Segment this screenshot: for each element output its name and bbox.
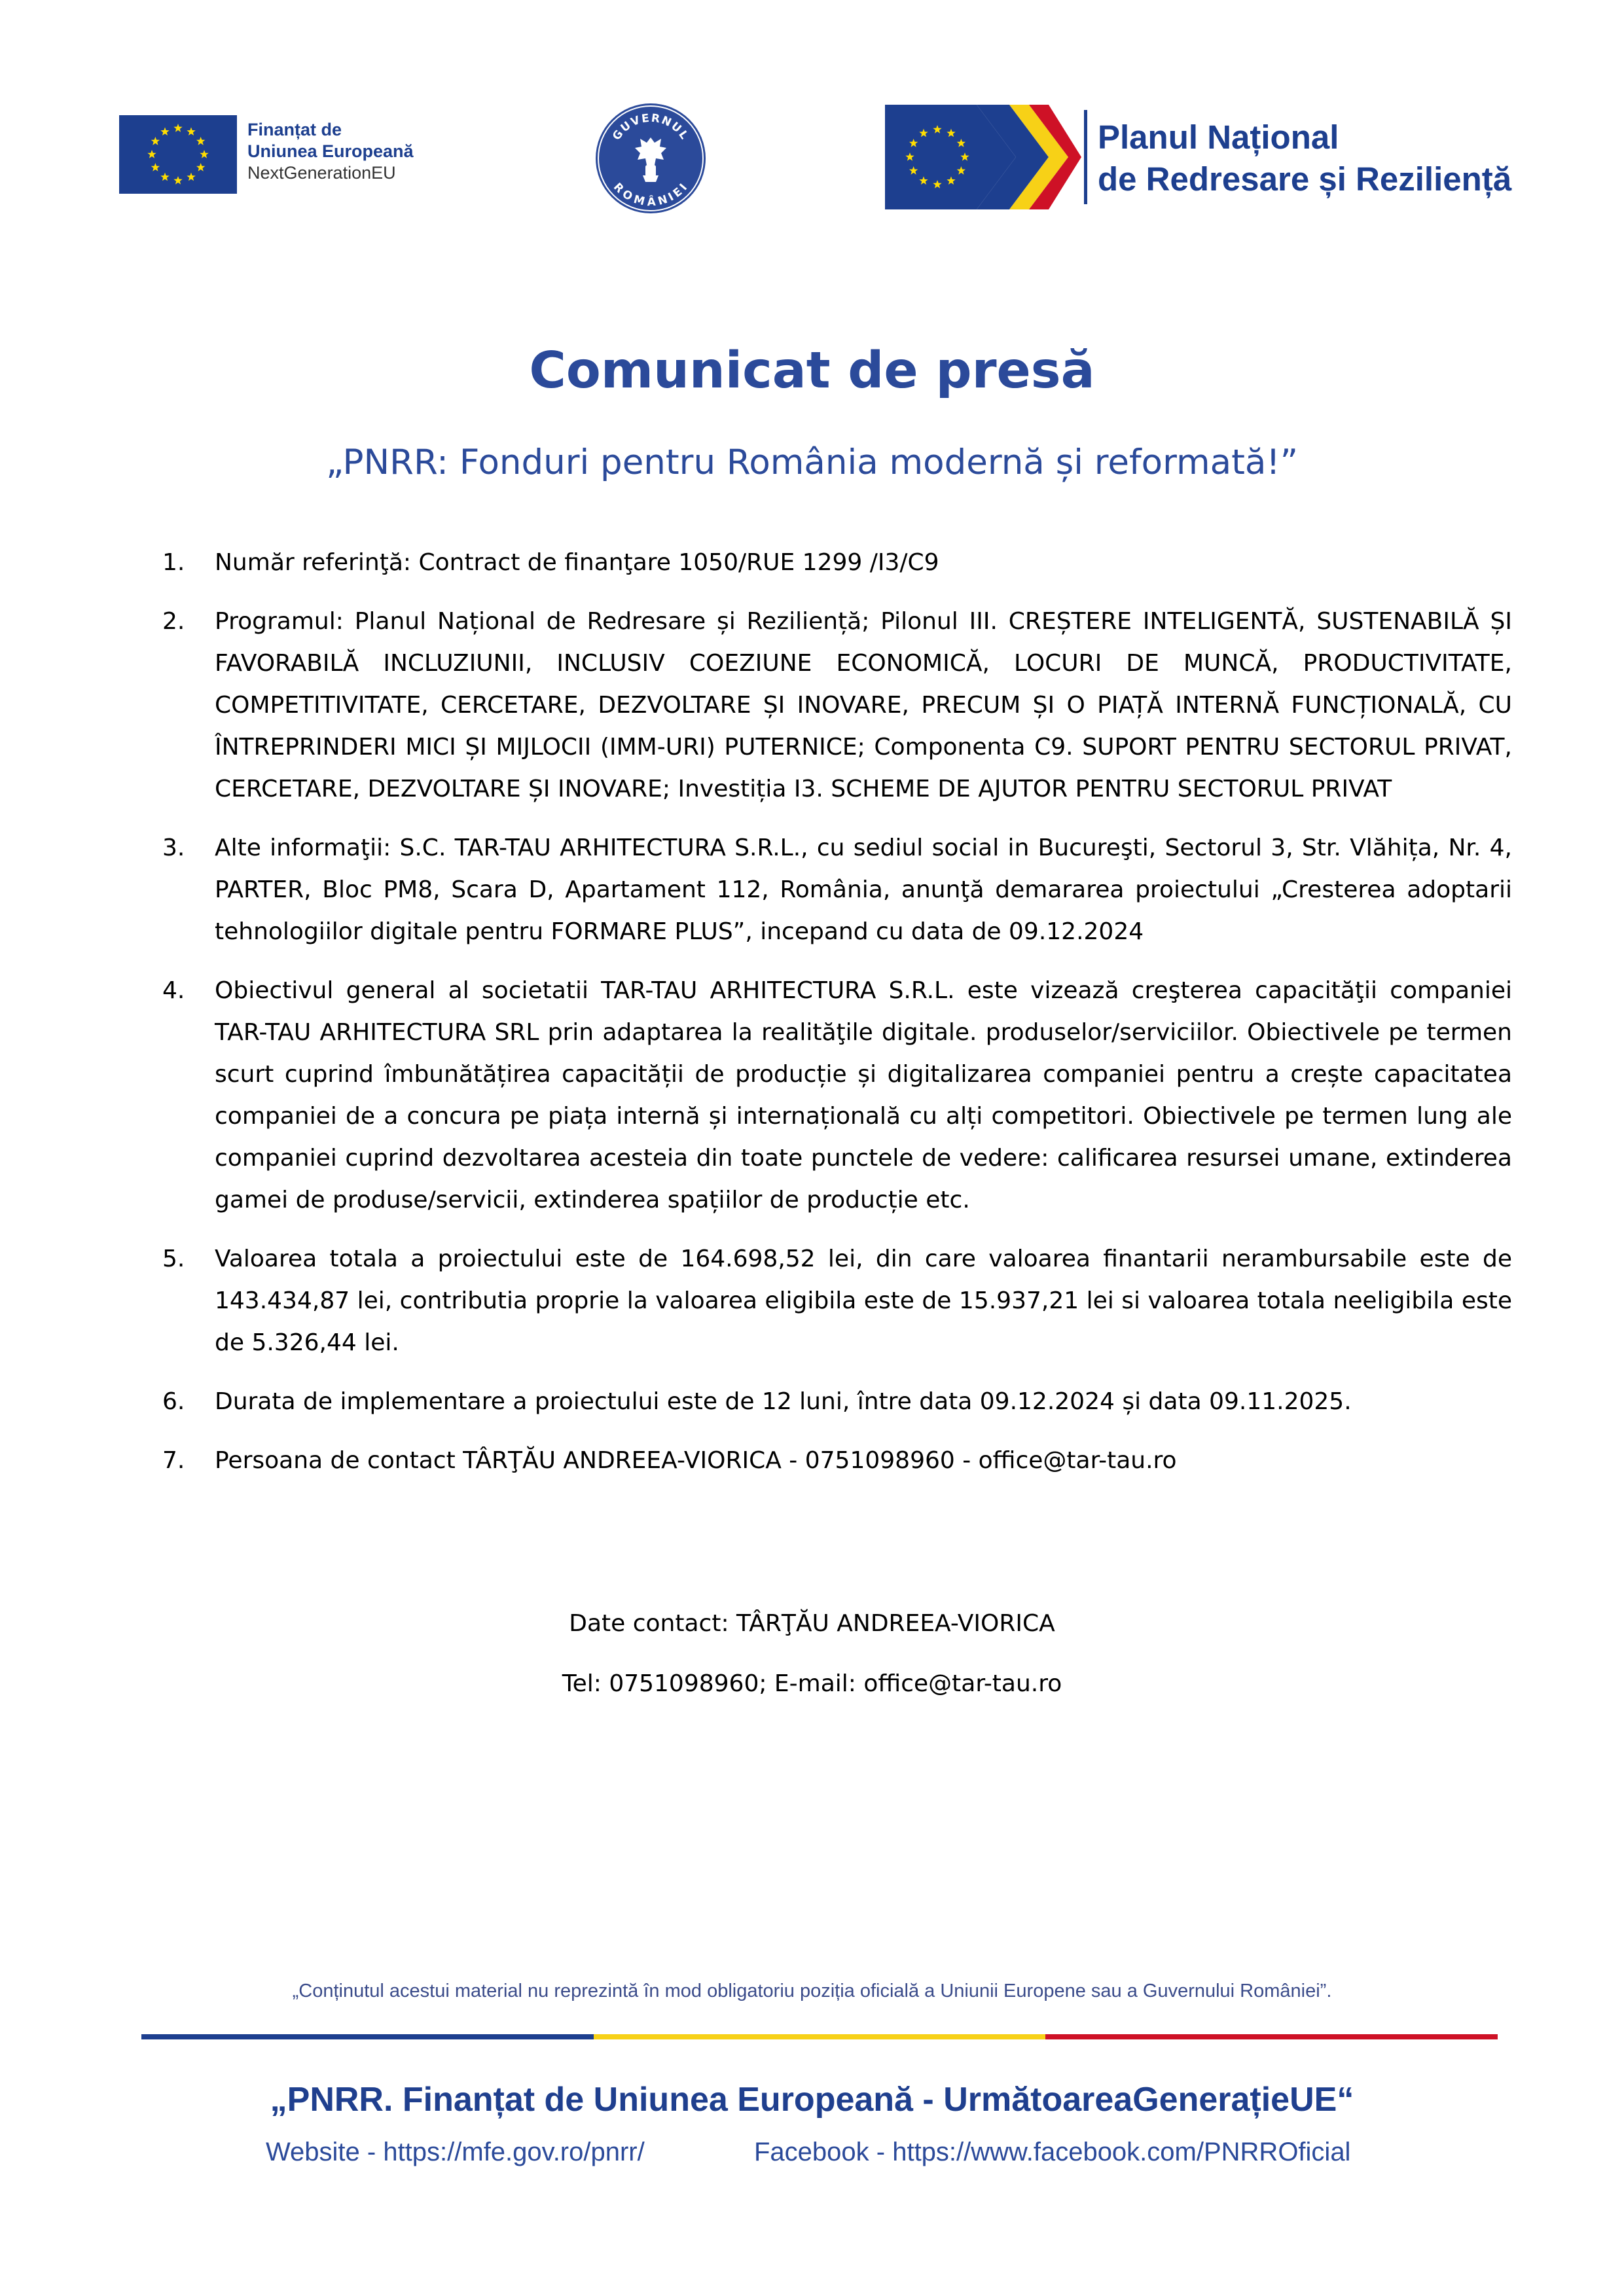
pnrr-logo-line: de Redresare și Reziliență (1098, 160, 1512, 198)
list-item-text: Obiectivul general al societatii TAR-TAU ARHITECTURA S.R.L. este vizează creşterea capacităţii companiei TAR-TAU ARHITECTURA SRL prin adaptarea la realităţile digitale. produselor/serviciilor. Obiectivele pe termen scurt cuprind îmbunătățirea capacității de producție și digitalizarea companiei pentru a crește capacitatea companiei de a concura pe piața internă și internațională cu alți competitori. Obiectivele pe termen lung ale companiei cuprind dezvoltarea acesteia din toate punctele de vedere: calificarea resursei umane, extinderea gamei de produse/servicii, extinderea spațiilor de producție etc. (215, 977, 1512, 1213)
stripe-blue (141, 2034, 594, 2039)
list-item-text: Durata de implementare a proiectului este de 12 luni, între data 09.12.2024 și data 09.11.2025. (215, 1388, 1352, 1415)
footer-disclaimer: „Conținutul acestui material nu reprezintă în mod obligatoriu poziția oficială a Uniunii Europene sau a Guvernului României”. (292, 1981, 1332, 2001)
list-item-text: Persoana de contact TÂRŢĂU ANDREEA-VIORICA - 0751098960 - office@tar-tau.ro (215, 1447, 1177, 1474)
list-item (162, 542, 1512, 584)
contact-details: Tel: 0751098960; E-mail: office@tar-tau.ro (562, 1670, 1062, 1697)
seal-text-bottom: ROMÂNIEI (611, 180, 691, 209)
list-item-number: 7. (162, 1447, 185, 1474)
page-subtitle: „PNRR: Fonduri pentru România modernă și reformată!” (325, 442, 1299, 482)
eu-funding-logo (119, 115, 433, 195)
contact-name: Date contact: TÂRŢĂU ANDREEA-VIORICA (569, 1610, 1055, 1637)
footer-website-link[interactable]: Website - https://mfe.gov.ro/pnrr/ (266, 2138, 645, 2166)
eu-flag-icon (119, 115, 237, 194)
list-item-number: 6. (162, 1388, 185, 1415)
pnrr-flag-icon (885, 105, 1101, 209)
eu-logo-line: NextGenerationEU (247, 163, 396, 183)
stripe-yellow (594, 2034, 1046, 2039)
eu-logo-line: Uniunea Europeană (247, 141, 414, 161)
pnrr-logo-line: Planul Național (1098, 118, 1339, 156)
footer-color-stripe (141, 2034, 1498, 2039)
list-item (162, 1440, 1512, 1482)
stripe-red (1045, 2034, 1498, 2039)
list-item-text: Număr referinţă: Contract de finanţare 1050/RUE 1299 /I3/C9 (215, 549, 939, 576)
list-item-number: 2. (162, 608, 185, 635)
list-item-text: Valoarea totala a proiectului este de 164.698,52 lei, din care valoarea finantarii nerambursabile este de 143.434,87 lei, contributia proprie la valoarea eligibila este de 15.937,21 lei si valoarea totala neeligibila este de 5.326,44 lei. (215, 1246, 1512, 1356)
list-item (162, 970, 1512, 1221)
seal-text-top: GUVERNUL (610, 111, 691, 143)
footer-title: „PNRR. Finanțat de Uniunea Europeană - UrmătoareaGenerațieUE“ (270, 2081, 1354, 2119)
list-item-number: 3. (162, 834, 185, 861)
eu-logo-text (247, 119, 414, 184)
list-item (162, 1381, 1512, 1423)
pnrr-logo-text (1098, 117, 1511, 200)
list-item-number: 4. (162, 977, 185, 1004)
eu-logo-line: Finanțat de (247, 120, 342, 139)
list-item (162, 1238, 1512, 1364)
page-title: Comunicat de presă (529, 342, 1095, 400)
info-list (162, 542, 1512, 1499)
list-item-number: 1. (162, 549, 185, 576)
footer-facebook-link[interactable]: Facebook - https://www.facebook.com/PNRROficial (754, 2138, 1351, 2166)
pnrr-logo (885, 105, 1513, 209)
list-item (162, 827, 1512, 953)
list-item (162, 601, 1512, 810)
list-item-text: Alte informaţii: S.C. TAR-TAU ARHITECTURA S.R.L., cu sediul social in Bucureşti, Sectorul 3, Str. Vlăhița, Nr. 4, PARTER, Bloc PM8, Scara D, Apartament 112, România, anunţă demararea proiectului „Cresterea adoptarii tehnologiilor digitale pentru FORMARE PLUS”, incepand cu data de 09.12.2024 (215, 834, 1512, 945)
list-item-number: 5. (162, 1246, 185, 1272)
government-seal-icon (594, 102, 707, 215)
list-item-text: Programul: Planul Național de Redresare și Reziliență; Pilonul III. CREȘTERE INTELIGENTĂ, SUSTENABILĂ ȘI FAVORABILĂ INCLUZIUNII, INCLUSIV COEZIUNE ECONOMICĂ, LOCURI DE MUNCĂ, PRODUCTIVITATE, COMPETITIVITATE, CERCETARE, DEZVOLTARE ȘI INOVARE, PRECUM ȘI O PIAȚĂ INTERNĂ FUNCȚIONALĂ, CU ÎNTREPRINDERI MICI ȘI MIJLOCII (IMM-URI) PUTERNICE; Componenta C9. SUPORT PENTRU SECTORUL PRIVAT, CERCETARE, DEZVOLTARE ȘI INOVARE; Investiția I3. SCHEME DE AJUTOR PENTRU SECTORUL PRIVAT (215, 608, 1512, 802)
pnrr-divider (1084, 110, 1087, 204)
